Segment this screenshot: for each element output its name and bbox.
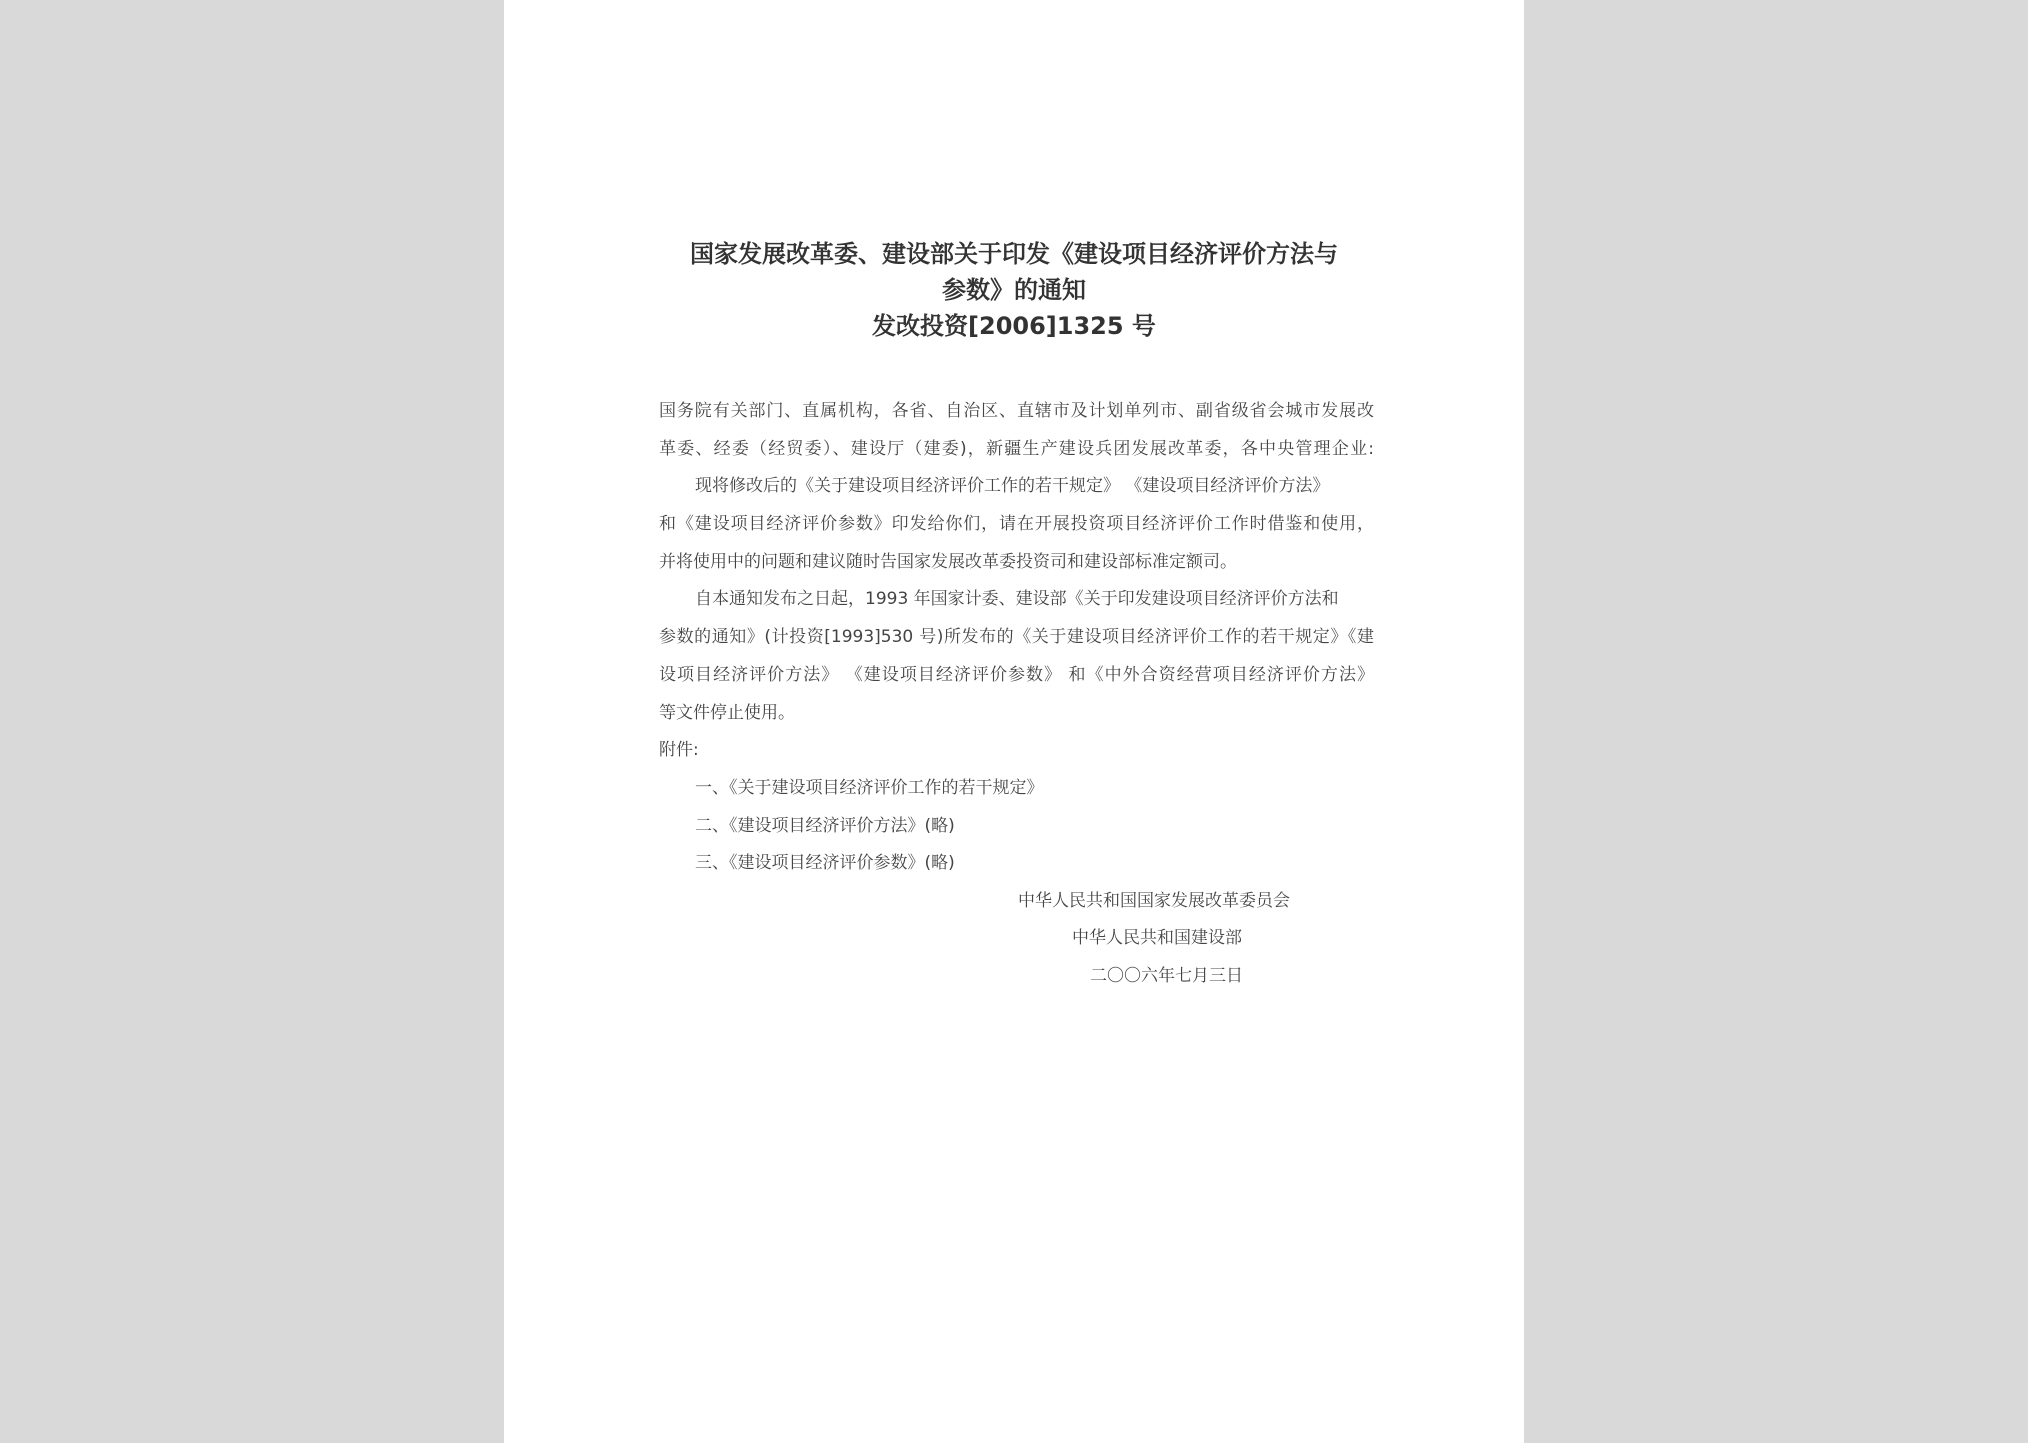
body-line-para2-3: 设项目经济评价方法》 《建设项目经济评价参数》 和《中外合资经营项目经济评价方法》 bbox=[659, 664, 1374, 685]
signature-org-moc: 中华人民共和国建设部 bbox=[1072, 928, 1242, 948]
body-line-recipients-2: 革委、经委（经贸委）、建设厅（建委)，新疆生产建设兵团发展改革委，各中央管理企业: bbox=[659, 438, 1374, 459]
body-line-recipients-1: 国务院有关部门、直属机构，各省、自治区、直辖市及计划单列市、副省级省会城市发展改 bbox=[659, 401, 1374, 421]
document-title-line-2: 参数》的通知 bbox=[942, 276, 1086, 304]
attachment-item-2: 二、《建设项目经济评价方法》(略) bbox=[695, 815, 955, 836]
document-title-block bbox=[504, 236, 1524, 344]
document-page bbox=[504, 0, 1524, 1443]
signature-org-ndrc: 中华人民共和国国家发展改革委员会 bbox=[1018, 891, 1290, 911]
body-line-para2-1: 自本通知发布之日起，1993 年国家计委、建设部《关于印发建设项目经济评价方法和 bbox=[695, 589, 1339, 610]
body-line-para2-4: 等文件停止使用。 bbox=[659, 702, 795, 723]
document-title-line-1: 国家发展改革委、建设部关于印发《建设项目经济评价方法与 bbox=[690, 240, 1338, 268]
body-line-para2-2: 参数的通知》(计投资[1993]530 号)所发布的《关于建设项目经济评价工作的若干规定》《建 bbox=[659, 627, 1374, 648]
body-line-para1-3: 并将使用中的问题和建议随时告国家发展改革委投资司和建设部标准定额司。 bbox=[659, 551, 1237, 572]
attachment-item-3: 三、《建设项目经济评价参数》(略) bbox=[695, 853, 955, 874]
body-line-para1-2: 和《建设项目经济评价参数》印发给你们，请在开展投资项目经济评价工作时借鉴和使用， bbox=[659, 514, 1374, 535]
signature-date: 二〇〇六年七月三日 bbox=[1090, 966, 1243, 986]
document-body bbox=[659, 393, 1374, 883]
attachment-item-1: 一、《关于建设项目经济评价工作的若干规定》 bbox=[695, 777, 1044, 798]
body-line-para1-1: 现将修改后的《关于建设项目经济评价工作的若干规定》 《建设项目经济评价方法》 bbox=[695, 476, 1330, 497]
document-number: 发改投资[2006]1325 号 bbox=[872, 312, 1156, 340]
attachments-heading: 附件: bbox=[659, 740, 699, 761]
